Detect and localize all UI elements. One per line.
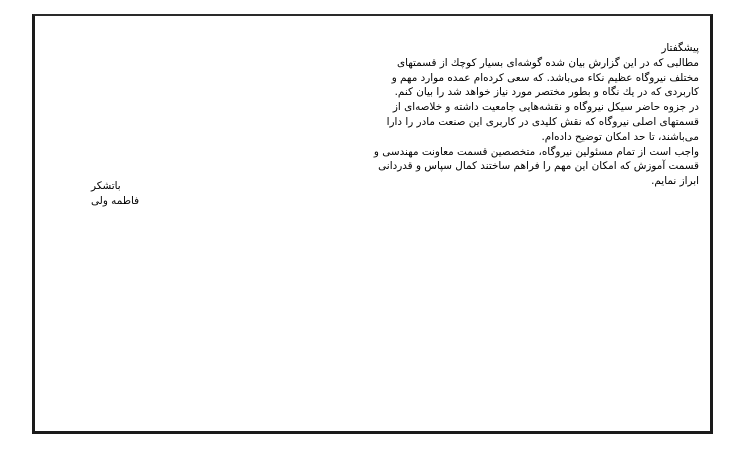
preface-line: قسمت آموزش که امکان این مهم را فراهم ساختند کمال سپاس و قدردانی xyxy=(378,160,699,173)
preface-line: مختلف نیروگاه عظیم نکاء می‌باشد. که سعی کرده‌ام عمده موارد مهم و xyxy=(391,71,699,84)
preface-line: ابراز نمایم. xyxy=(651,175,699,188)
preface-line: مطالبی که در این گزارش بیان شده گوشه‌ای بسیار کوچك از قسمتهای xyxy=(396,56,699,69)
author-name: فاطمه ولی xyxy=(91,195,140,207)
preface-line: قسمتهای اصلی نیروگاه که نقش کلیدی در کاربری این صنعت مادر را دارا xyxy=(386,115,699,128)
preface-line: در جزوه حاضر سیکل نیروگاه و نقشه‌هایی جامعیت داشته و خلاصه‌ای از xyxy=(392,101,699,114)
preface-heading: پیشگفتار xyxy=(661,42,699,54)
closing-text: باتشکر xyxy=(91,180,121,192)
preface-text xyxy=(79,41,699,189)
preface-line: کاربردی که در یك نگاه و بطور مختصر مورد نیاز خواهد شد را بیان کنم. xyxy=(394,86,699,99)
preface-line: واجب است از تمام مسئولین نیروگاه، متخصصین قسمت معاونت مهندسی و xyxy=(373,145,699,158)
document-page xyxy=(32,14,713,434)
preface-line: می‌باشند، تا حد امکان توضیح داده‌ام. xyxy=(541,130,699,143)
